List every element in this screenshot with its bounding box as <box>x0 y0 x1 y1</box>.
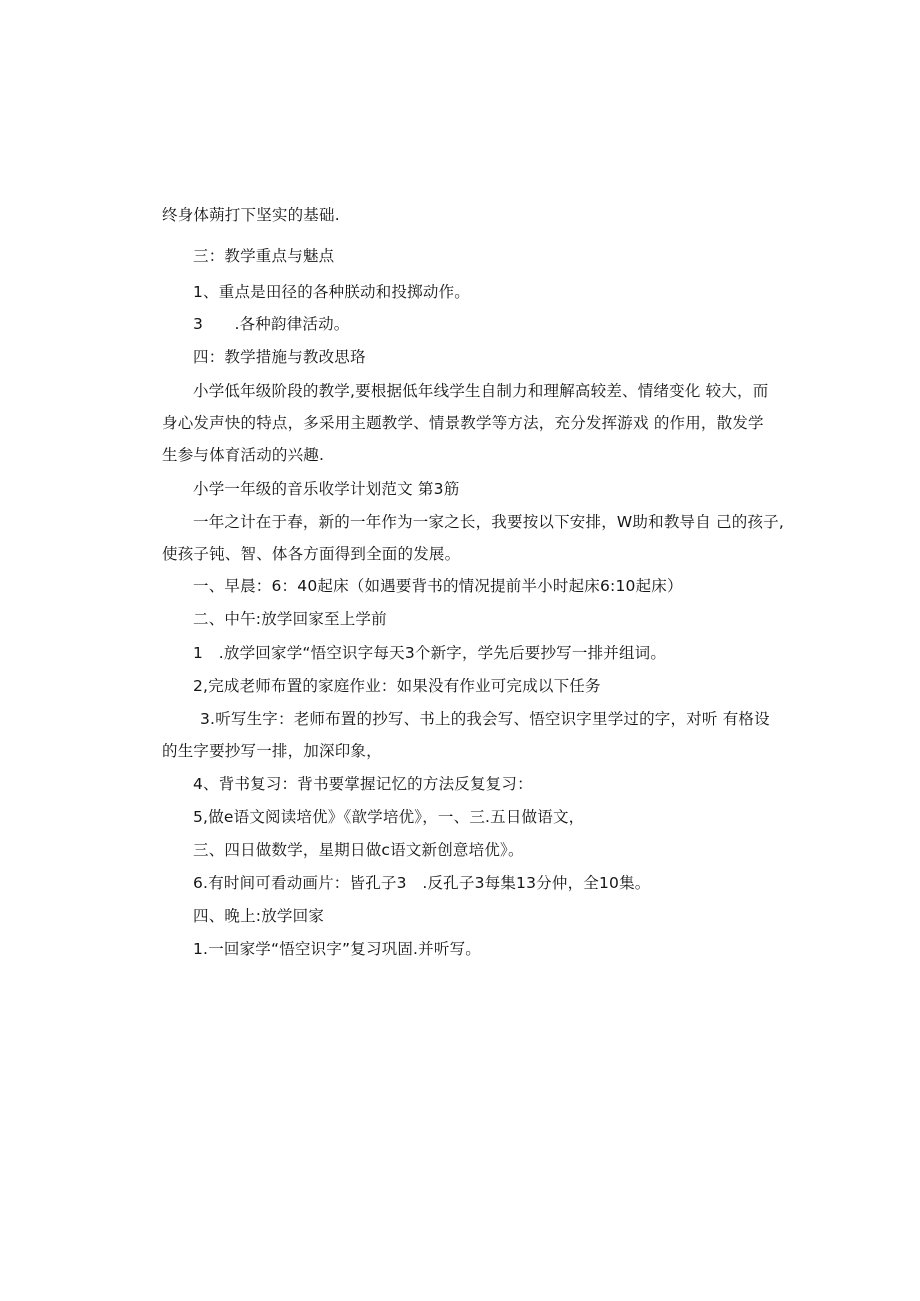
paragraph-line-3: 生参与体育活动的兴趣. <box>162 446 325 464</box>
section-heading-key-points: 三：教学重点与魅点 <box>193 247 335 265</box>
evening-item-1: 1.一回家学“悟空识字”复习巩固.并听写。 <box>193 940 481 958</box>
paragraph-intro-line-2: 使孩子钝、智、体各方面得到全面的发展。 <box>162 545 461 563</box>
paragraph-intro-line-1: 一年之计在于春，新的一年作为一家之长，我要按以下安排，W助和教导自 己的孩子, <box>193 513 784 531</box>
paragraph-line-2: 身心发声快的特点，多采用主题教学、情景教学等方法，充分发挥游戏 的作用，散发学 <box>162 414 764 432</box>
noon-item-2: 2,完成老师布置的家庭作业：如果没有作业可完成以下任务 <box>193 677 601 695</box>
schedule-noon: 二、中午:放学回家至上学前 <box>193 610 387 628</box>
noon-item-5-continued: 三、四日做数学，星期日做c语文新创意培优》。 <box>193 841 524 859</box>
noon-item-6: 6.有时间可看动画片：皆孔子3 .反孔子3每集13分仲，全10集。 <box>193 874 651 892</box>
noon-item-4: 4、背书复习：背书要掌握记忆的方法反复复习： <box>193 775 533 793</box>
schedule-evening: 四、晚上:放学回家 <box>193 907 325 925</box>
text-line-key-point-1: 1、重点是田径的各种朕动和投掷动作。 <box>193 283 470 301</box>
article-title: 小学一年级的音乐收学计划范文 第3筋 <box>193 480 460 498</box>
noon-item-5: 5,做e语文阅读培优》《歆学培优》，一、三.五日做语文， <box>193 808 585 826</box>
text-line-key-point-3: 3 .各种韵律活动。 <box>193 315 350 333</box>
section-heading-measures: 四：教学措施与教改思珞 <box>193 348 366 366</box>
text-line-1: 终身体蒴打下坚实的基础. <box>162 206 340 224</box>
paragraph-line-1: 小学低年级阶段的教学,要根据低年线学生自制力和理解高较差、情绪变化 较大，而 <box>193 382 769 400</box>
noon-item-3-line-1: 3.听写生字：老师布置的抄写、书上的我会写、悟空识字里学过的字，对听 有格设 <box>200 710 770 728</box>
noon-item-3-line-2: 的生字要抄写一排，加深印象， <box>162 742 382 760</box>
schedule-morning: 一、早晨：6：40起床（如遇要背书的情况提前半小时起床6:10起床） <box>193 577 683 595</box>
noon-item-1: 1 .放学回家学“悟空识字每天3个新字，学先后要抄写一排并组词。 <box>193 644 667 662</box>
